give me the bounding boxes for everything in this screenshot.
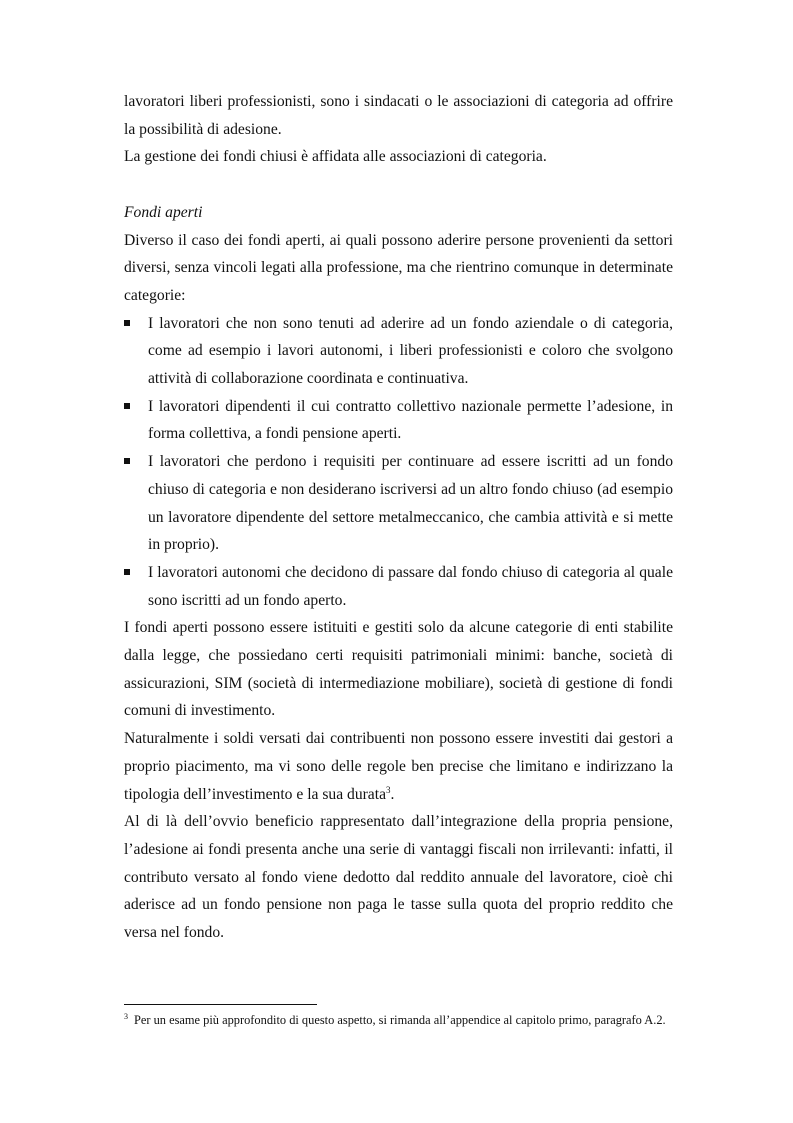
square-bullet-icon: [124, 403, 130, 409]
list-item: [124, 310, 673, 393]
document-body: [124, 88, 673, 947]
paragraph-regole-investimento: [124, 725, 673, 808]
footnote-text: Per un esame più approfondito di questo aspetto, si rimanda all’appendice al capitolo primo, paragrafo A.2.: [134, 1013, 666, 1027]
list-item-text: I lavoratori che non sono tenuti ad aderire ad un fondo aziendale o di categoria, come ad esempio i lavori autonomi, i liberi professionisti e coloro che svolgono attività di collaborazione coordinata e continuativa.: [148, 314, 673, 388]
footnote-divider: [124, 1004, 317, 1005]
list-item: [124, 393, 673, 448]
list-item-text: I lavoratori che perdono i requisiti per continuare ad essere iscritti ad un fondo chiuso di categoria e non desiderano iscriversi ad un altro fondo chiuso (ad esempio un lavoratore dipendente del settore metalmeccanico, che cambia attività e si mette in proprio).: [148, 453, 673, 554]
paragraph-gestione-fondi-chiusi: La gestione dei fondi chiusi è affidata alle associazioni di categoria.: [124, 148, 547, 166]
square-bullet-icon: [124, 458, 130, 464]
square-bullet-icon: [124, 569, 130, 575]
list-item: [124, 448, 673, 559]
paragraph-liberi-professionisti: lavoratori liberi professionisti, sono i sindacati o le associazioni di categoria ad offrire la possibilità di adesione.: [124, 93, 673, 138]
paragraph-regole-end: .: [390, 785, 395, 803]
square-bullet-icon: [124, 320, 130, 326]
paragraph-fondi-aperti-intro: Diverso il caso dei fondi aperti, ai quali possono aderire persone provenienti da settori diversi, senza vincoli legati alla professione, ma che rientrino comunque in determinate categorie:: [124, 231, 673, 304]
paragraph-vantaggi-fiscali: Al di là dell’ovvio beneficio rappresentato dall’integrazione della propria pensione, l’adesione ai fondi presenta anche una serie di vantaggi fiscali non irrilevanti: infatti, il contributo versato al fondo viene dedotto dal reddito annuale del lavoratore, cioè chi aderisce ad un fondo pensione non paga le tasse sulla quota del proprio reddito che versa nel fondo.: [124, 813, 673, 942]
list-item: [124, 559, 673, 614]
section-heading-fondi-aperti: Fondi aperti: [124, 203, 203, 221]
paragraph-enti-istitutori: I fondi aperti possono essere istituiti e gestiti solo da alcune categorie di enti stabilite dalla legge, che possiedano certi requisiti patrimoniali minimi: banche, società di assicurazioni, SIM (società di intermediazione mobiliare), società di gestione di fondi comuni di investimento.: [124, 619, 673, 720]
paragraph-regole-text: Naturalmente i soldi versati dai contribuenti non possono essere investiti dai gestori a proprio piacimento, ma vi sono delle regole ben precise che limitano e indirizzano la tipologia dell’investimento e la sua durata: [124, 730, 673, 803]
bullet-list-categorie: [124, 310, 673, 615]
footnote-number: 3: [124, 1011, 128, 1021]
footnote: [124, 1012, 673, 1028]
list-item-text: I lavoratori dipendenti il cui contratto collettivo nazionale permette l’adesione, in forma collettiva, a fondi pensione aperti.: [148, 397, 673, 443]
list-item-text: I lavoratori autonomi che decidono di passare dal fondo chiuso di categoria al quale sono iscritti ad un fondo aperto.: [148, 563, 673, 609]
footnote-reference[interactable]: 3: [386, 784, 391, 795]
